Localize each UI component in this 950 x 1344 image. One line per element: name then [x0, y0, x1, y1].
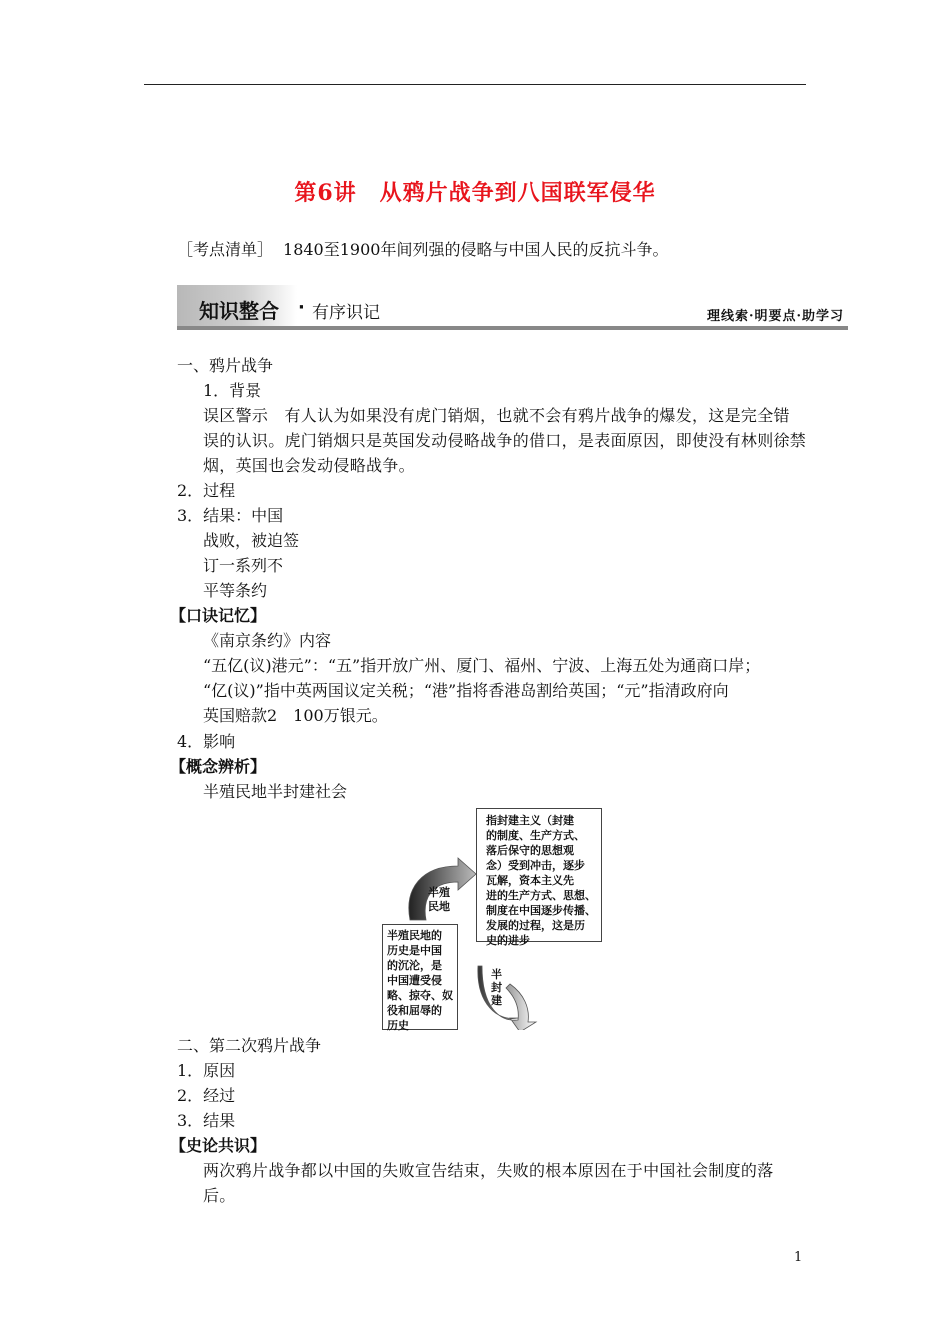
concept-diagram — [380, 808, 605, 1030]
diagram-box-sinking — [382, 924, 458, 1030]
mnemonic-line: 英国赔款2 100万银元。 — [203, 706, 388, 725]
box-line: 略、掠夺、奴 — [387, 989, 453, 1002]
mnemonic-line: “五亿(议)港元”：“五”指开放广州、厦门、福州、宁波、上海五处为通商口岸； — [203, 656, 761, 675]
box-line: 落后保守的思想观 — [486, 844, 574, 857]
arrow-label-semifeudal — [491, 968, 502, 1007]
consensus-line: 两次鸦片战争都以中国的失败宣告结束，失败的根本原因在于中国社会制度的落 — [203, 1161, 774, 1180]
mnemonic-label: 【口诀记忆】 — [170, 606, 267, 625]
result-line: 订一系列不 — [203, 556, 284, 575]
banner-underline — [177, 326, 848, 330]
box-line: 念）受到冲击，逐步 — [486, 859, 585, 872]
exam-points-label: ［考点清单］ — [177, 240, 274, 259]
consensus-paragraph — [203, 1158, 807, 1208]
arrow-label-line: 半殖 — [428, 886, 450, 899]
consensus-line: 后。 — [203, 1186, 236, 1205]
box-line: 历史是中国 — [387, 944, 442, 957]
item-process: 2．过程 — [177, 481, 236, 500]
arrow-bottom-curve — [478, 966, 536, 1030]
result-line: 平等条约 — [203, 581, 268, 600]
mnemonic-line: “亿(议)”指中英两国议定关税；“港”指将香港岛割给英国；“元”指清政府向 — [203, 681, 729, 700]
mnemonic-line: 《南京条约》内容 — [203, 631, 332, 650]
arrow-label-line: 半 — [491, 968, 502, 981]
section-heading-opium-war: 一、鸦片战争 — [177, 356, 274, 375]
box-line: 历史 — [387, 1019, 409, 1032]
item-background: 1．背景 — [203, 381, 262, 400]
concept-label: 【概念辨析】 — [170, 757, 267, 776]
arrow-label-line: 建 — [491, 994, 502, 1007]
concept-title: 半殖民地半封建社会 — [203, 782, 348, 801]
box-line: 制度在中国逐步传播、 — [486, 904, 596, 917]
arrow-label-semicolonial — [428, 886, 450, 914]
result-line: 战败，被迫签 — [203, 531, 300, 550]
banner-tagline: 理线索·明要点·助学习 — [706, 309, 844, 324]
banner-separator: · — [298, 297, 305, 318]
top-rule — [144, 84, 806, 85]
item-impact: 4．影响 — [177, 732, 236, 751]
box-line: 发展的过程，这是历 — [486, 919, 585, 932]
misconception-line: 烟，英国也会发动侵略战争。 — [203, 456, 415, 475]
misconception-paragraph — [203, 403, 807, 478]
item-course: 2．经过 — [177, 1086, 236, 1105]
page-number: 1 — [794, 1250, 803, 1265]
misconception-line: 误的认识。虎门销烟只是英国发动侵略战争的借口，是表面原因，即使没有林则徐禁 — [203, 431, 807, 450]
exam-points-text: 1840至1900年间列强的侵略与中国人民的反抗斗争。 — [283, 240, 669, 259]
misconception-line: 误区警示 有人认为如果没有虎门销烟，也就不会有鸦片战争的爆发，这是完全错 — [203, 406, 790, 425]
box-line: 的沉沦，是 — [387, 959, 442, 972]
item-outcome: 3．结果 — [177, 1111, 236, 1130]
box-line: 进的生产方式、思想、 — [486, 889, 596, 902]
item-result: 3．结果：中国 — [177, 506, 284, 525]
exam-points — [177, 237, 668, 262]
box-line: 指封建主义（封建 — [486, 814, 574, 827]
consensus-label: 【史论共识】 — [170, 1136, 267, 1155]
box-line: 瓦解，资本主义先 — [486, 874, 574, 887]
item-cause: 1．原因 — [177, 1061, 236, 1080]
section-heading-second-opium-war: 二、第二次鸦片战争 — [177, 1036, 322, 1055]
box-line: 役和屈辱的 — [387, 1004, 442, 1017]
arrow-label-line: 民地 — [428, 900, 450, 913]
box-line: 史的进步 — [486, 934, 530, 947]
banner-title: 知识整合 — [199, 299, 279, 323]
banner-subtitle: 有序识记 — [312, 303, 380, 323]
box-line: 半殖民地的 — [387, 929, 442, 942]
box-line: 的制度、生产方式、 — [486, 829, 585, 842]
lesson-title: 第6讲 从鸦片战争到八国联军侵华 — [294, 180, 656, 206]
arrow-label-line: 封 — [491, 981, 502, 994]
box-line: 中国遭受侵 — [387, 974, 442, 987]
diagram-box-progress — [476, 808, 602, 947]
